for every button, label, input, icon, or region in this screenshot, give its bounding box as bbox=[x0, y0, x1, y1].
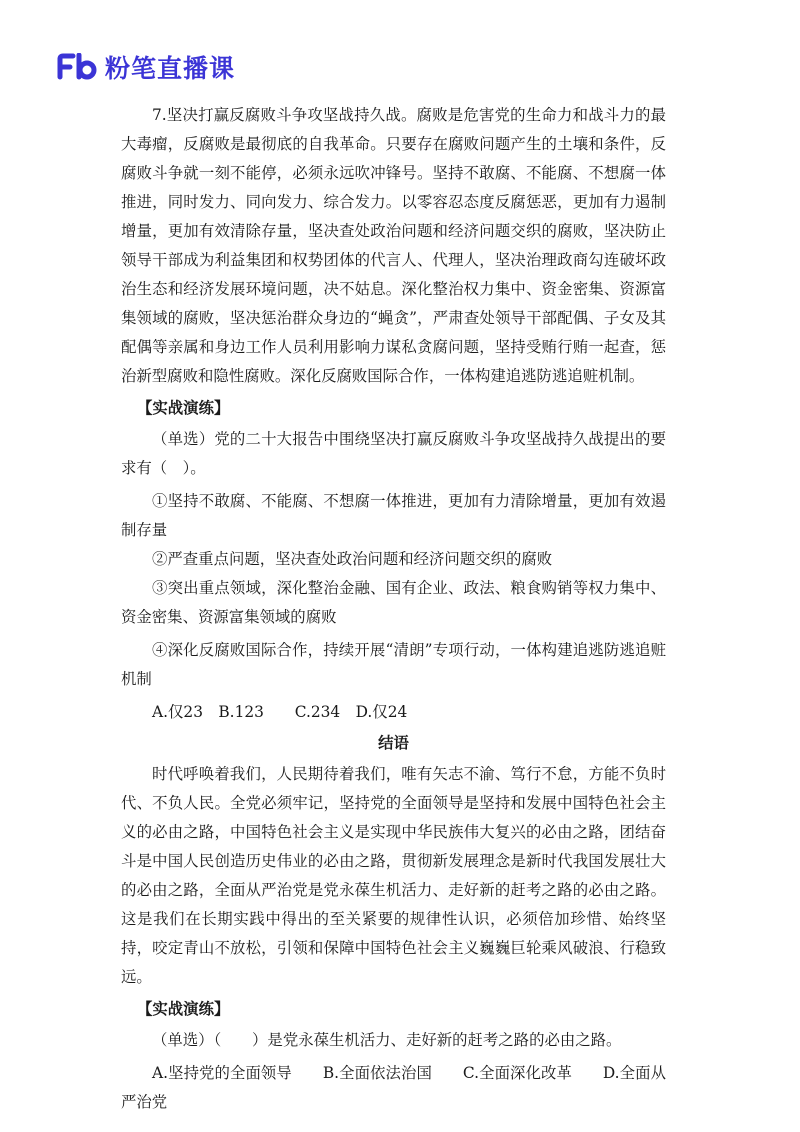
practice-options-1: A.仅23 B.123 C.234 D.仅24 bbox=[152, 703, 408, 721]
practice-heading-1: 【实战演练】 bbox=[137, 399, 230, 417]
statement-3: ③突出重点领域，深化整治金融、国有企业、政法、粮食购销等权力集中、资金密集、资源富集领域的腐败 bbox=[121, 579, 666, 626]
conclusion-paragraph: 时代呼唤着我们，人民期待着我们，唯有矢志不渝、笃行不怠，方能不负时代、不负人民。全党必须牢记，坚持党的全面领导是坚持和发展中国特色社会主义的必由之路，中国特色社会主义是实现中华民族伟大复兴的必由之路，团结奋斗是中国人民创造历史伟业的必由之路，贯彻新发展理念是新时代我国发展壮大的必由之路，全面从严治党是党永葆生机活力、走好新的赶考之路的必由之路。这是我们在长期实践中得出的至关紧要的规律性认识，必须倍加珍惜、始终坚持，咬定青山不放松，引领和保障中国特色社会主义巍巍巨轮乘风破浪、行稳致远。 bbox=[121, 765, 666, 986]
brand-name: 粉笔直播课 bbox=[105, 54, 236, 83]
statement-1: ①坚持不敢腐、不能腐、不想腐一体推进，更加有力清除增量，更加有效遏制存量 bbox=[121, 492, 666, 539]
brand-header bbox=[57, 50, 235, 84]
fenbi-logo-icon bbox=[57, 53, 99, 81]
statement-4: ④深化反腐败国际合作，持续开展“清朗”专项行动，一体构建追逃防逃追赃机制 bbox=[121, 641, 666, 688]
practice-question-1: （单选）党的二十大报告中围绕坚决打赢反腐败斗争攻坚战持久战提出的要求有（ ）。 bbox=[121, 430, 666, 477]
practice-options-2: A.坚持党的全面领导 B.全面依法治国 C.全面深化改革 D.全面从严治党 bbox=[121, 1064, 666, 1111]
section-7-paragraph: 7.坚决打赢反腐败斗争攻坚战持久战。腐败是危害党的生命力和战斗力的最大毒瘤，反腐败是最彻底的自我革命。只要存在腐败问题产生的土壤和条件，反腐败斗争就一刻不能停，必须永远吹冲锋号。坚持不敢腐、不能腐、不想腐一体推进，同时发力、同向发力、综合发力。以零容忍态度反腐惩恶，更加有力遏制增量，更加有效清除存量，坚决查处政治问题和经济问题交织的腐败，坚决防止领导干部成为利益集团和权势团体的代言人、代理人，坚决治理政商勾连破坏政治生态和经济发展环境问题，决不姑息。深化整治权力集中、资金密集、资源富集领域的腐败，坚决惩治群众身边的“蝇贪”，严肃查处领导干部配偶、子女及其配偶等亲属和身边工作人员利用影响力谋私贪腐问题，坚持受贿行贿一起查，惩治新型腐败和隐性腐败。深化反腐败国际合作，一体构建追逃防逃追赃机制。 bbox=[121, 106, 666, 385]
practice-heading-2: 【实战演练】 bbox=[137, 1000, 230, 1018]
statement-2: ②严查重点问题，坚决查处政治问题和经济问题交织的腐败 bbox=[152, 550, 553, 568]
conclusion-title: 结语 bbox=[378, 734, 409, 752]
practice-question-2: （单选）（ ）是党永葆生机活力、走好新的赶考之路的必由之路。 bbox=[152, 1031, 622, 1049]
main-content bbox=[121, 101, 666, 1117]
